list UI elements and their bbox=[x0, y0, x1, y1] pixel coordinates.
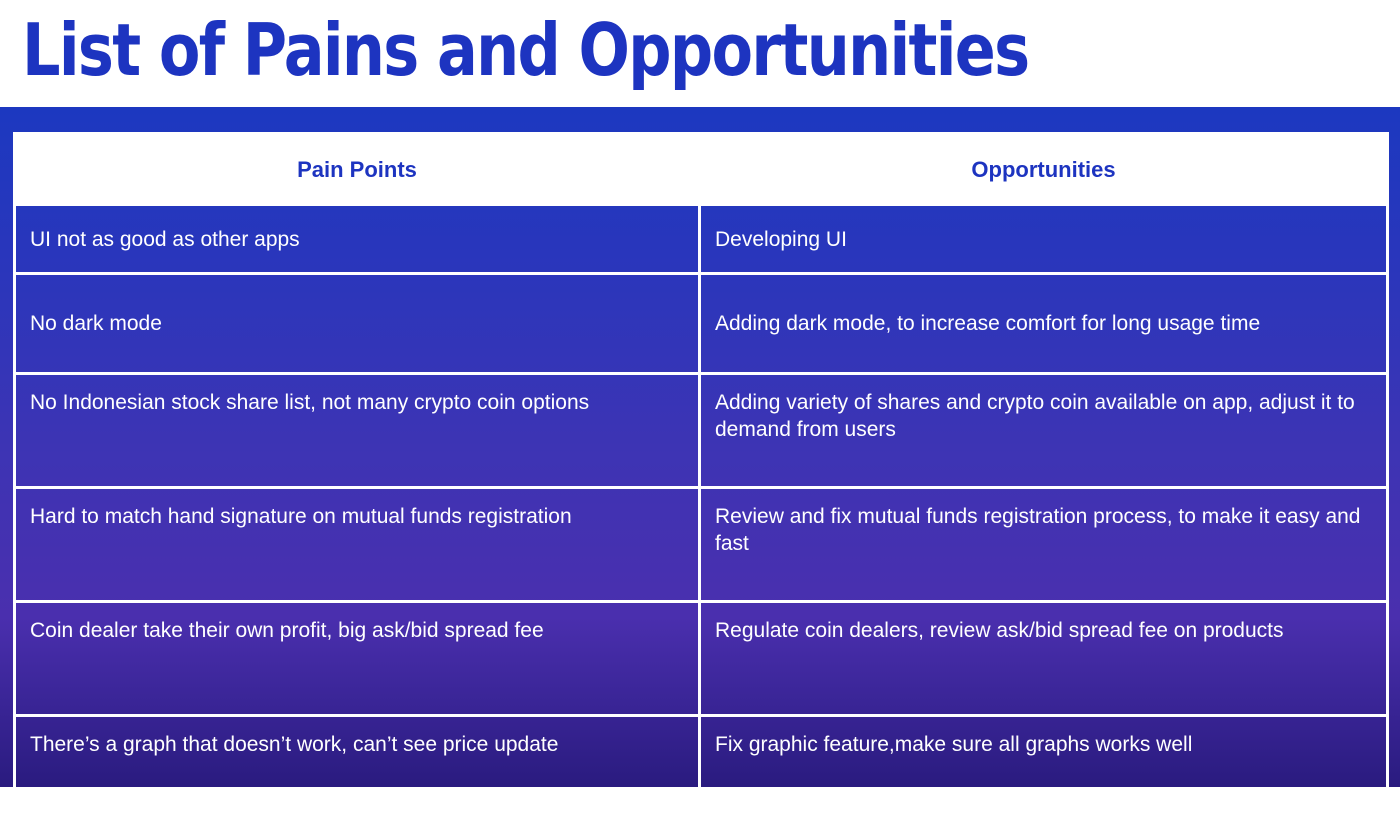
pain-point-cell: There’s a graph that doesn’t work, can’t see price update bbox=[15, 716, 700, 830]
table-row bbox=[15, 205, 1388, 274]
opportunity-cell: Adding dark mode, to increase comfort for long usage time bbox=[700, 274, 1388, 374]
table-row bbox=[15, 274, 1388, 374]
pain-point-cell: Coin dealer take their own profit, big ask/bid spread fee bbox=[15, 602, 700, 716]
pains-opportunities-table-container bbox=[13, 132, 1386, 777]
pain-point-cell: UI not as good as other apps bbox=[15, 205, 700, 274]
pains-opportunities-table bbox=[13, 132, 1389, 831]
table-row bbox=[15, 488, 1388, 602]
table-row bbox=[15, 602, 1388, 716]
opportunity-cell: Regulate coin dealers, review ask/bid spread fee on products bbox=[700, 602, 1388, 716]
opportunity-cell: Review and fix mutual funds registration process, to make it easy and fast bbox=[700, 488, 1388, 602]
opportunity-cell: Developing UI bbox=[700, 205, 1388, 274]
page-title: List of Pains and Opportunities bbox=[22, 8, 1029, 92]
table-row bbox=[15, 716, 1388, 830]
header-opportunities: Opportunities bbox=[700, 134, 1388, 205]
table-header-row bbox=[15, 134, 1388, 205]
opportunity-cell: Adding variety of shares and crypto coin available on app, adjust it to demand from users bbox=[700, 374, 1388, 488]
opportunity-cell: Fix graphic feature,make sure all graphs works well bbox=[700, 716, 1388, 830]
header-pain-points: Pain Points bbox=[15, 134, 700, 205]
pain-point-cell: Hard to match hand signature on mutual funds registration bbox=[15, 488, 700, 602]
table-row bbox=[15, 374, 1388, 488]
pain-point-cell: No Indonesian stock share list, not many crypto coin options bbox=[15, 374, 700, 488]
title-bar bbox=[0, 0, 1400, 107]
pain-point-cell: No dark mode bbox=[15, 274, 700, 374]
